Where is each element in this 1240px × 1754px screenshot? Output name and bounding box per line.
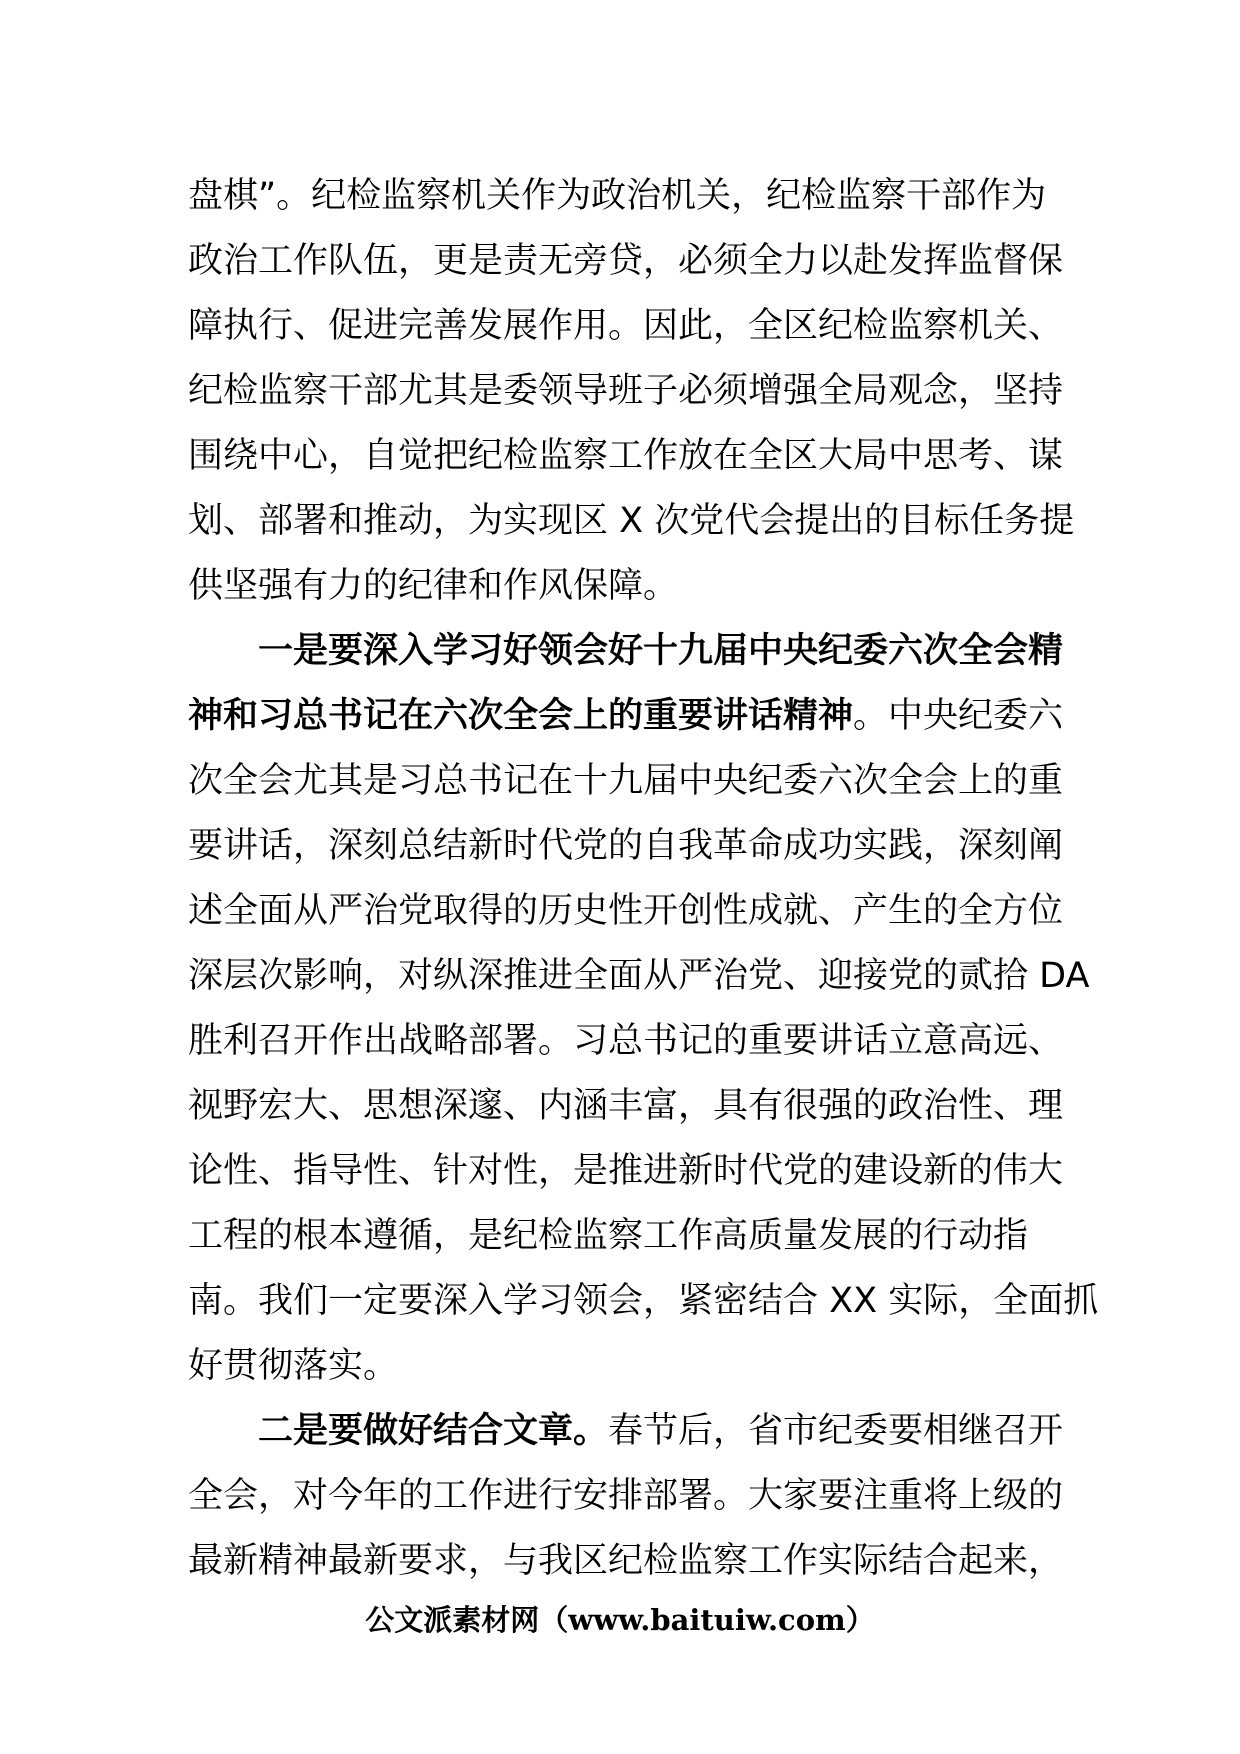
text-line: 供坚强有力的纪律和作风保障。	[188, 566, 679, 606]
text-line: 划、部署和推动，为实现区 X 次党代会提出的目标任务提	[188, 501, 1075, 541]
text-line: 论性、指导性、针对性，是推进新时代党的建设新的伟大	[188, 1151, 1064, 1191]
text-line: 工程的根本遵循，是纪检监察工作高质量发展的行动指	[188, 1216, 1029, 1256]
text-line: 围绕中心，自觉把纪检监察工作放在全区大局中思考、谋	[188, 436, 1064, 476]
page-footer: 公文派素材网（www.baituiw.com）	[365, 1603, 875, 1637]
paragraph-1	[188, 164, 1075, 619]
text-line: 南。我们一定要深入学习领会，紧密结合 XX 实际，全面抓	[188, 1281, 1099, 1321]
text-line: 次全会尤其是习总书记在十九届中央纪委六次全会上的重	[188, 761, 1064, 801]
text-line	[188, 1399, 1064, 1464]
text-line: 全会，对今年的工作进行安排部署。大家要注重将上级的	[188, 1476, 1064, 1516]
paragraph-heading-continued: 神和习总书记在六次全会上的重要讲话精神	[188, 696, 854, 736]
paragraph-heading: 一是要深入学习好领会好十九届中央纪委六次全会精	[258, 631, 1064, 671]
text-line	[188, 684, 1064, 749]
text-line: 政治工作队伍，更是责无旁贷，必须全力以赴发挥监督保	[188, 241, 1064, 281]
text-line: 要讲话，深刻总结新时代党的自我革命成功实践，深刻阐	[188, 826, 1064, 866]
paragraph-2	[188, 619, 1099, 1399]
text-line: 纪检监察干部尤其是委领导班子必须增强全局观念，坚持	[188, 371, 1064, 411]
text-run: 。中央纪委六	[853, 696, 1064, 736]
text-line: 胜利召开作出战略部署。习总书记的重要讲话立意高远、	[188, 1021, 1064, 1061]
text-line: 深层次影响，对纵深推进全面从严治党、迎接党的贰拾 DA	[188, 956, 1090, 996]
text-line: 述全面从严治党取得的历史性开创性成就、产生的全方位	[188, 891, 1064, 931]
text-line: 好贯彻落实。	[188, 1346, 399, 1386]
text-line: 障执行、促进完善发展作用。因此，全区纪检监察机关、	[188, 306, 1064, 346]
paragraph-heading: 二是要做好结合文章。	[258, 1411, 609, 1451]
document-body	[188, 164, 1099, 1594]
text-line: 最新精神最新要求，与我区纪检监察工作实际结合起来，	[188, 1541, 1064, 1581]
text-line: 盘棋”。纪检监察机关作为政治机关，纪检监察干部作为	[188, 176, 1047, 216]
paragraph-3	[188, 1399, 1064, 1594]
text-run: 春节后，省市纪委要相继召开	[608, 1411, 1064, 1451]
text-line: 视野宏大、思想深邃、内涵丰富，具有很强的政治性、理	[188, 1086, 1064, 1126]
